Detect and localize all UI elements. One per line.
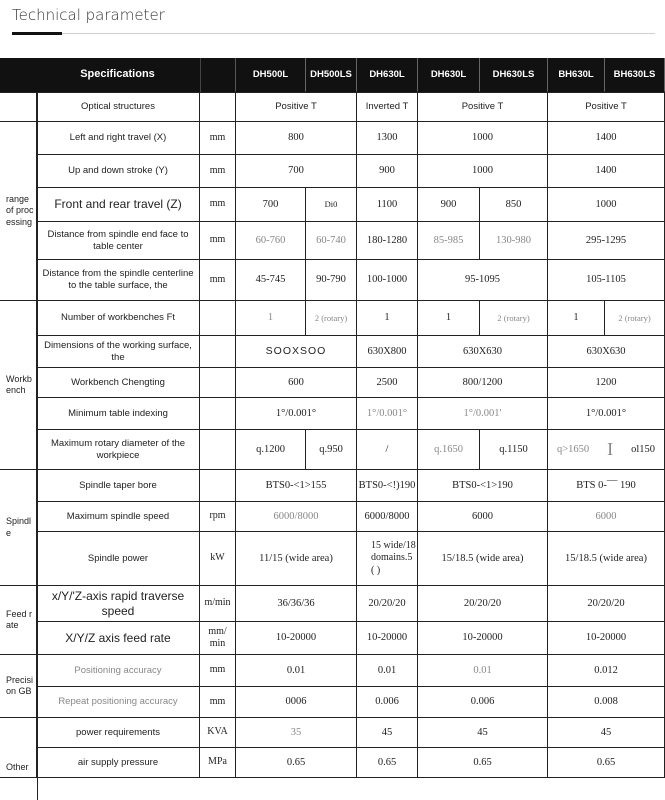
spec-value: q.1650 — [418, 430, 480, 470]
row-unit: KVA — [200, 718, 236, 748]
spec-value: 2 (rotary) — [605, 301, 665, 336]
row-unit: mm — [200, 655, 236, 687]
group-label: range of processing — [0, 122, 37, 301]
spec-value: 900 — [357, 155, 418, 188]
spec-value: 0.65 — [418, 748, 548, 778]
row-label: Maximum spindle speed — [37, 502, 200, 532]
spec-value: BTS 0-¯¯ 190 — [548, 470, 665, 502]
spec-value: 0.65 — [236, 748, 357, 778]
row-unit: mm — [200, 188, 236, 222]
spec-value: 600 — [236, 368, 357, 398]
row-unit: m/min — [200, 586, 236, 622]
spec-value: 0006 — [236, 687, 357, 718]
group-label: Spindle — [0, 470, 37, 586]
group-label: Precision GB — [0, 655, 37, 718]
spec-value: 45-745 — [236, 260, 306, 301]
spec-value: 90-790 — [306, 260, 357, 301]
row-label: Number of workbenches Ft — [37, 301, 200, 336]
spec-value: 295-1295 — [548, 222, 665, 260]
group-label: Workbench — [0, 301, 37, 470]
row-label: X/Y/Z axis feed rate — [37, 622, 200, 655]
spec-value: Positive T — [236, 92, 357, 122]
row-label: x/Y/'Z-axis rapid traverse speed — [37, 586, 200, 622]
spec-value: 1 — [357, 301, 418, 336]
spec-value: 20/20/20 — [418, 586, 548, 622]
spec-value: 0.006 — [418, 687, 548, 718]
spec-value: 95-1095 — [418, 260, 548, 301]
spec-value: 15/18.5 (wide area) — [418, 532, 548, 586]
row-unit: mm — [200, 260, 236, 301]
spec-value: 1400 — [548, 122, 665, 155]
header-model: BH630L — [548, 58, 605, 92]
spec-value: 2500 — [357, 368, 418, 398]
spec-value: Positive T — [548, 92, 665, 122]
spec-value: 15 wide/18 domains.5 ( ) — [357, 532, 418, 586]
spec-value: 100-1000 — [357, 260, 418, 301]
row-label: Left and right travel (X) — [37, 122, 200, 155]
spec-value: 800/1200 — [418, 368, 548, 398]
table-top-border — [0, 92, 665, 93]
spec-value: 1300 — [357, 122, 418, 155]
spec-value: 10-20000 — [236, 622, 357, 655]
spec-value: 1000 — [418, 155, 548, 188]
row-label: Spindle taper bore — [37, 470, 200, 502]
spec-value: 800 — [236, 122, 357, 155]
row-unit: mm — [200, 155, 236, 188]
row-label: Up and down stroke (Y) — [37, 155, 200, 188]
spec-value: 1°/0.001° — [357, 398, 418, 430]
spec-value: / — [357, 430, 418, 470]
row-unit: rpm — [200, 502, 236, 532]
row-label: Optical structures — [37, 92, 200, 122]
spec-value: 630X800 — [357, 336, 418, 368]
row-label: power requirements — [37, 718, 200, 748]
spec-value: Positive T — [418, 92, 548, 122]
row-label: Maximum rotary diameter of the workpiece — [37, 430, 200, 470]
spec-value: 850 — [480, 188, 548, 222]
row-unit: mm — [200, 687, 236, 718]
spec-value-fragment: ol150 — [631, 443, 656, 455]
header-model: DH630LS — [480, 58, 548, 92]
spec-value: 2 (rotary) — [480, 301, 548, 336]
row-unit: MPa — [200, 748, 236, 778]
row-label: Distance from the spindle centerline to the table surface, the — [37, 260, 200, 301]
group-empty — [0, 92, 37, 122]
table-left-border — [37, 92, 38, 800]
header-model: DH500L — [236, 58, 306, 92]
header-model: DH500LS — [306, 58, 357, 92]
spec-value: 0.006 — [357, 687, 418, 718]
spec-value: 700 — [236, 155, 357, 188]
spec-value: 36/36/36 — [236, 586, 357, 622]
row-unit: mm — [200, 222, 236, 260]
spec-value: 1°/0.001' — [418, 398, 548, 430]
spec-value: 35 — [236, 718, 357, 748]
spec-value-fragment: I — [607, 439, 614, 460]
spec-value: BTS0-<1>190 — [418, 470, 548, 502]
spec-value: 6000/8000 — [357, 502, 418, 532]
row-label: air supply pressure — [37, 748, 200, 778]
row-unit: kW — [200, 532, 236, 586]
spec-value: 6000 — [548, 502, 665, 532]
spec-value: 2 (rotary) — [306, 301, 357, 336]
spec-value: BTS0-<1>155 — [236, 470, 357, 502]
header-model: BH630LS — [605, 58, 665, 92]
spec-value: 1400 — [548, 155, 665, 188]
row-unit — [200, 301, 236, 336]
spec-value: 130-980 — [480, 222, 548, 260]
spec-value: q.1200 — [236, 430, 306, 470]
spec-value: 0.65 — [357, 748, 418, 778]
spec-value: 15/18.5 (wide area) — [548, 532, 665, 586]
spec-value: 60-740 — [306, 222, 357, 260]
header-model: DH630L — [357, 58, 418, 92]
section-title: Technical parameter — [12, 6, 165, 24]
row-label: Distance from spindle end face to table center — [37, 222, 200, 260]
spec-value: 1000 — [548, 188, 665, 222]
spec-value: 10-20000 — [357, 622, 418, 655]
spec-value: Inverted T — [357, 92, 418, 122]
row-label: Spindle power — [37, 532, 200, 586]
spec-value: 1200 — [548, 368, 665, 398]
spec-value: 10-20000 — [548, 622, 665, 655]
spec-value: 20/20/20 — [548, 586, 665, 622]
row-label: Workbench Chengting — [37, 368, 200, 398]
row-unit: mm — [200, 122, 236, 155]
spec-value — [548, 430, 665, 470]
spec-value: 85-985 — [418, 222, 480, 260]
spec-value: 0.012 — [548, 655, 665, 687]
spec-value: 630X630 — [548, 336, 665, 368]
row-label: Minimum table indexing — [37, 398, 200, 430]
row-label: Repeat positioning accuracy — [37, 687, 200, 718]
spec-value: 6000 — [418, 502, 548, 532]
spec-value: q.1150 — [480, 430, 548, 470]
spec-value: 10-20000 — [418, 622, 548, 655]
spec-value: 0.65 — [548, 748, 665, 778]
spec-value: 1 — [236, 301, 306, 336]
row-label: Front and rear travel (Z) — [37, 188, 200, 222]
row-unit — [200, 92, 236, 122]
spec-value: 1100 — [357, 188, 418, 222]
spec-value: 60-760 — [236, 222, 306, 260]
spec-value: 0.01 — [418, 655, 548, 687]
spec-value: 180-1280 — [357, 222, 418, 260]
spec-value: 45 — [357, 718, 418, 748]
spec-value: q.950 — [306, 430, 357, 470]
group-label: Feed rate — [0, 586, 37, 655]
title-rule-accent — [12, 32, 62, 35]
row-unit: mm/ min — [200, 622, 236, 655]
spec-value: 900 — [418, 188, 480, 222]
spec-value: 105-1105 — [548, 260, 665, 301]
spec-value: 700 — [236, 188, 306, 222]
title-rule — [12, 33, 655, 34]
header-model: DH630L — [418, 58, 480, 92]
row-unit — [200, 336, 236, 368]
row-unit — [200, 398, 236, 430]
spec-value: 1 — [418, 301, 480, 336]
row-unit — [200, 368, 236, 398]
spec-value-fragment: q>1650 — [556, 443, 590, 455]
row-unit — [200, 430, 236, 470]
spec-value: 1°/0.001° — [236, 398, 357, 430]
header-specifications: Specifications — [0, 58, 236, 92]
spec-value: 6000/8000 — [236, 502, 357, 532]
spec-value: 1000 — [418, 122, 548, 155]
spec-value: 0.008 — [548, 687, 665, 718]
group-label: Other — [0, 718, 37, 778]
spec-value: 45 — [418, 718, 548, 748]
spec-value: SOOXSOO — [236, 336, 357, 368]
spec-value: 0.01 — [236, 655, 357, 687]
spec-value: 45 — [548, 718, 665, 748]
spec-value: 1 — [548, 301, 605, 336]
spec-value: BTS0-<!)190 — [357, 470, 418, 502]
spec-value: 20/20/20 — [357, 586, 418, 622]
row-unit — [200, 470, 236, 502]
spec-value: Di0 — [306, 188, 357, 222]
spec-value: 11/15 (wide area) — [236, 532, 357, 586]
spec-value: 0.01 — [357, 655, 418, 687]
spec-value: 630X630 — [418, 336, 548, 368]
row-label: Positioning accuracy — [37, 655, 200, 687]
spec-value: 1°/0.001° — [548, 398, 665, 430]
header-divider — [200, 58, 201, 92]
row-label: Dimensions of the working surface, the — [37, 336, 200, 368]
